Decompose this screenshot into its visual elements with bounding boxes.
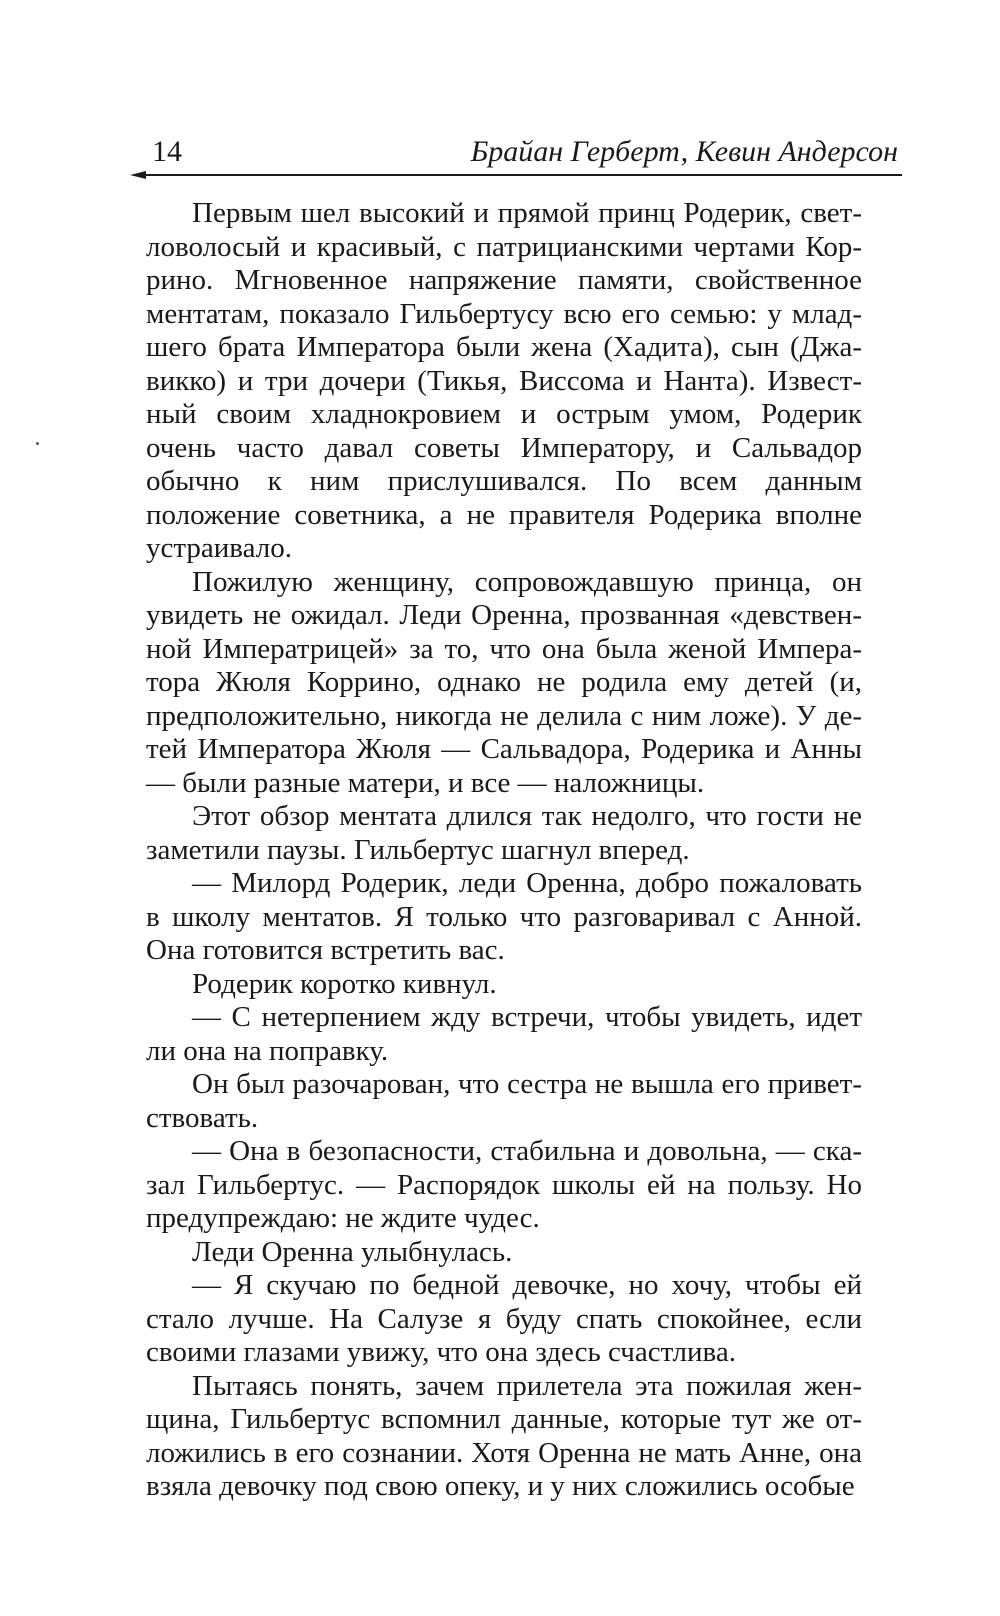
paragraph: — Она в безопасности, стабильна и довольна, — сказал Гильбертус. — Распорядок школы ей на пользу. Но предупреждаю: не ждите чудес. (146, 1135, 862, 1234)
paragraph: Пытаясь понять, зачем прилетела эта пожилая женщина, Гильбертус вспомнил данные, которые тут же отложились в его сознании. Хотя Оренна не мать Анне, она взяла девочку под свою опеку, и у них сложились особые (146, 1369, 862, 1502)
paragraph: Пожилую женщину, сопровождавшую принца, он увидеть не ожидал. Леди Оренна, прозванная «девственной Императрицей» за то, что она была женой Императора Жюля Коррино, однако не родила ему детей (и, предположительно, никогда не делила с ним ложе). У детей Императора Жюля — Сальвадора, Родерика и Анны — были разные матери, и все — наложницы. (146, 565, 862, 799)
running-head (146, 132, 902, 174)
header-rule-ornament (130, 171, 146, 179)
paragraph: Этот обзор ментата длился так недолго, что гости не заметили паузы. Гильбертус шагнул вперед. (146, 800, 862, 866)
book-header: Брайан Герберт, Кевин Андерсон (470, 135, 898, 168)
paragraph: Родерик коротко кивнул. (192, 967, 497, 1000)
paragraph: Первым шел высокий и прямой принц Родерик, светловолосый и красивый, с патрицианскими чертами Коррино. Мгновенное напряжение памяти, свойственное ментатам, показало Гильбертусу всю его семью: у младшего брата Императора были жена (Хадита), сын (Джавикко) и три дочери (Тикья, Виссома и Нанта). Известный своим хладнокровием и острым умом, Родерик очень часто давал советы Императору, и Сальвадор обычно к ним прислушивался. По всем данным положение советника, а не правителя Родерика вполне устраивало. (146, 197, 862, 564)
paragraph: Леди Оренна улыбнулась. (192, 1235, 513, 1268)
text-column (146, 197, 862, 1504)
paragraph: — Я скучаю по бедной девочке, но хочу, чтобы ей стало лучше. На Салузе я буду спать спокойнее, если своими глазами увижу, что она здесь счастлива. (146, 1269, 862, 1368)
scan-speck (36, 442, 39, 445)
paragraph: Он был разочарован, что сестра не вышла его приветствовать. (146, 1068, 862, 1134)
paragraph: — С нетерпением жду встречи, чтобы увидеть, идет ли она на поправку. (146, 1001, 862, 1067)
header-rule (146, 174, 902, 176)
paragraph: — Милорд Родерик, леди Оренна, добро пожаловать в школу ментатов. Я только что разговаривал с Анной. Она готовится встретить вас. (146, 867, 862, 966)
page-number: 14 (152, 135, 182, 168)
